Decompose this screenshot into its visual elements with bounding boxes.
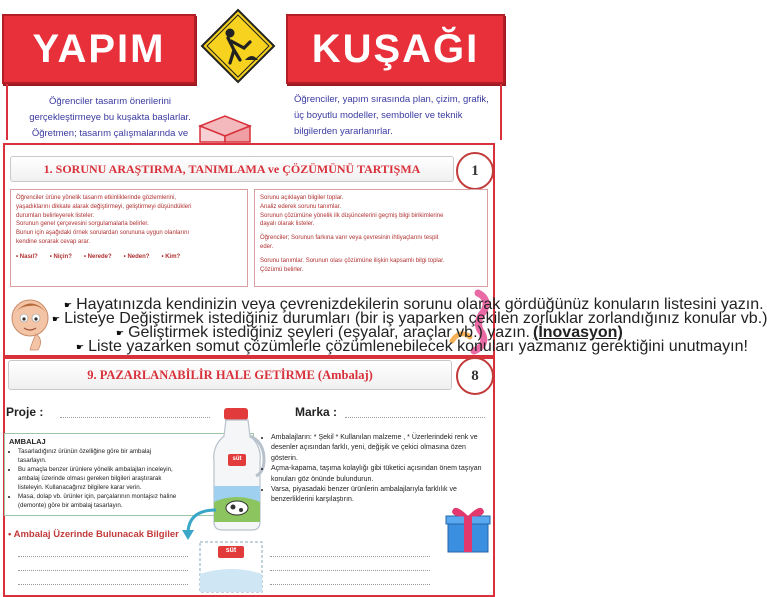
left-box-line: kendine sorarak cevap arar. bbox=[16, 238, 91, 245]
left-box-line: Sorunun genel çerçevesini sorgulamalarla belirler. bbox=[16, 221, 149, 228]
question-where: • Nerede? bbox=[83, 253, 112, 260]
section1-title-text: 1. SORUNU ARAŞTIRMA, TANIMLAMA ve ÇÖZÜMÜNÜ TARTIŞMA bbox=[43, 161, 421, 176]
section1-title bbox=[10, 156, 454, 182]
intro-right-line: üç boyutlu modeller, semboller ve teknik bbox=[294, 110, 463, 121]
intro-left-line: Öğretmen; tasarım çalışmalarında ve bbox=[31, 128, 189, 139]
right-box-line: dayalı olarak listeler. bbox=[260, 221, 315, 228]
tip-item: • Açma-kapama, taşıma kolaylığı gibi tüketici açısından önem taşıyan konuları göz önünde bulundurun. bbox=[271, 464, 484, 485]
right-box-line: Çözümü belirler. bbox=[260, 266, 304, 273]
section1-number-badge bbox=[456, 152, 494, 190]
right-box-line: eder. bbox=[260, 243, 274, 250]
banner-right-box bbox=[286, 14, 505, 84]
question-why: • Niçin? bbox=[49, 253, 72, 260]
step-item bbox=[76, 338, 748, 356]
right-box-line: Sorunu açıklayan bilgiler toplar. bbox=[260, 195, 344, 201]
pointing-hand-icon: ☛ bbox=[52, 313, 61, 324]
step-text: Listeye Değiştirmek istediğiniz durumları (bir iş yaparken çekilen zorluklar zorlandığınız konular vb.) bbox=[64, 310, 767, 327]
right-box-line: Sorunu tanımlar. Sorunun olası çözümüne ilişkin kapsamlı bilgi toplar. bbox=[260, 257, 445, 264]
marka-line bbox=[345, 417, 485, 418]
intro-left-line: gerçekleştirmeye bu kuşakta başlarlar. bbox=[29, 112, 191, 123]
info-line bbox=[270, 556, 430, 557]
left-box-line: durumları belirleyerek listeler. bbox=[16, 212, 95, 219]
bottle-label: süt bbox=[232, 456, 242, 462]
left-box-line: Öğrenciler ürüne yönelik tasarım etkinliklerinde gözlemlerini, bbox=[16, 195, 177, 201]
ambalaj-item: • Bu amaçla benzer ürünlere yönelik ambalajları inceleyin, ambalaj üzerinde olması gereken bilgileri araştırarak listeleyin. Kullanacağınız bilgilere karar verin. bbox=[18, 465, 178, 492]
step-innovation: (İnovasyon) bbox=[532, 324, 623, 341]
right-box-line: Sorunun çözümüne yönelik ilk düşüncelerini geçmiş bilgi birikimlerine bbox=[260, 212, 444, 219]
ambalaj-list bbox=[9, 447, 178, 510]
section9-number: 8 bbox=[471, 367, 479, 384]
left-box-line: yaşadıklarını dikkate alarak değiştirmeyi, geliştirmeyi düşündükleri bbox=[16, 203, 192, 210]
section1-right-box bbox=[254, 189, 488, 287]
proje-line bbox=[60, 417, 210, 418]
info-line bbox=[18, 584, 188, 585]
info-line bbox=[270, 584, 430, 585]
ambalaj-heading: AMBALAJ bbox=[9, 437, 46, 446]
package-label: süt bbox=[225, 547, 237, 554]
info-line bbox=[270, 570, 430, 571]
intro-left-text bbox=[20, 94, 200, 139]
section1-number: 1 bbox=[471, 162, 479, 179]
tip-item: • Ambalajların: * Şekil * Kullanılan malzeme , * Üzerlerindeki renk ve desenler açısından farklı, yeni, değişik ve çekici olmasına özen gösterin. bbox=[271, 433, 484, 464]
right-box-line: Analiz ederek sorunu tanımlar. bbox=[260, 203, 342, 210]
pointing-hand-icon: ☛ bbox=[116, 327, 125, 338]
section9-title-text: 9. PAZARLANABİLİR HALE GETİRME (Ambalaj) bbox=[87, 367, 373, 382]
left-box-line: Bunun için aşağıdaki örnek sorulardan sorununa uygun olanlarını bbox=[16, 230, 190, 237]
ambalaj-item: • Masa, dolap vb. ürünler için, parçalarının montajsız haline (demonte) göre bir ambalaj tasarlayın. bbox=[18, 492, 178, 510]
info-line bbox=[18, 570, 188, 571]
banner-right-word: KUŞAĞI bbox=[311, 26, 480, 71]
question-how: • Nasıl? bbox=[16, 253, 38, 260]
info-line bbox=[18, 556, 188, 557]
section9-number-badge bbox=[456, 357, 494, 395]
banner-left-word: YAPIM bbox=[32, 26, 166, 71]
pointing-hand-icon: ☛ bbox=[76, 341, 85, 352]
step-text: Geliştirmek istediğiniz şeyleri (eşyalar, araçlar vb.) yazın. bbox=[128, 324, 530, 341]
ambalaj-tips-list bbox=[262, 433, 484, 506]
tip-item: • Varsa, piyasadaki benzer ürünlerin ambalajlarıyla farklılık ve benzerliklerini karşılaştırın. bbox=[271, 485, 484, 506]
construction-worker-sign-icon bbox=[200, 8, 276, 84]
pointing-hand-icon: ☛ bbox=[64, 299, 73, 310]
intro-right-text bbox=[294, 92, 500, 140]
section1-left-box bbox=[10, 189, 248, 287]
proje-label: Proje : bbox=[6, 405, 44, 419]
section9-title bbox=[8, 360, 452, 390]
banner-left-box bbox=[2, 14, 196, 84]
thinking-head-illustration bbox=[8, 294, 52, 352]
question-who: • Kim? bbox=[161, 253, 181, 260]
bottom-info-heading: • Ambalaj Üzerinde Bulunacak Bilgiler bbox=[8, 529, 179, 540]
intro-left-line: Öğrenciler tasarım önerilerini bbox=[49, 96, 171, 107]
ambalaj-item: • Tasarladığınız ürünün özelliğine göre bir ambalaj tasarlayın. bbox=[18, 447, 178, 465]
intro-right-line: bilgilerden yararlanırlar. bbox=[294, 126, 393, 137]
cube-decoration bbox=[192, 112, 258, 142]
gift-box-icon bbox=[444, 500, 492, 554]
right-box-line: Öğrenciler; Sorunun farkına varır veya çevresinin ihtiyaçlarını tespit bbox=[260, 235, 439, 242]
intro-right-line: Öğrenciler, yapım sırasında plan, çizim, grafik, bbox=[294, 94, 489, 105]
step-text: Hayatınızda kendinizin veya çevrenizdekilerin sorunu olarak gördüğünüz konuların listesini yazın. bbox=[76, 296, 764, 313]
step-text: Liste yazarken somut çözümlerle çözümlenebilecek konuları yazmanız gerektiğini unutmayın! bbox=[88, 338, 748, 355]
question-row bbox=[16, 253, 242, 262]
question-reason: • Neden? bbox=[123, 253, 150, 260]
marka-label: Marka : bbox=[295, 405, 338, 419]
